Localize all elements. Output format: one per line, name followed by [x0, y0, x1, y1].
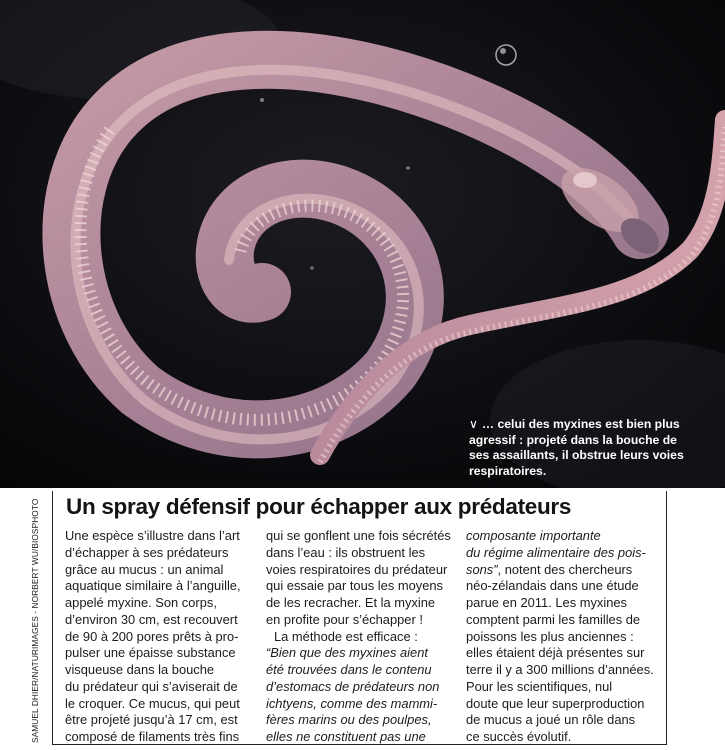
text-line: elles étaient déjà présentes sur	[466, 645, 645, 661]
article-headline: Un spray défensif pour échapper aux prédateurs	[66, 494, 572, 519]
text-line: parue en 2011. Les myxines	[466, 595, 627, 610]
text-line: néo-zélandais dans une étude	[466, 578, 639, 594]
photo-caption	[469, 417, 719, 479]
text-line: grâce au mucus : un animal	[65, 561, 224, 577]
article-column-1	[65, 528, 241, 746]
quote-end: sons”	[466, 561, 498, 577]
text-line: doute que leur superproduction	[466, 695, 645, 711]
text-line: d’environ 30 cm, est recouvert	[65, 611, 238, 627]
text-line	[466, 562, 654, 579]
text-line: dans l’eau : ils obstruent les	[266, 544, 426, 560]
text-line: du prédateur qui s’aviserait de	[65, 678, 238, 694]
text-line: être projeté jusqu’à 17 cm, est	[65, 712, 238, 728]
article-column-3	[466, 528, 654, 746]
text-line: appelé myxine. Son corps,	[65, 595, 217, 610]
quote-line: composante importante	[466, 528, 601, 543]
quote-line: elles ne constituent pas une	[266, 729, 426, 744]
quote-line: d’estomacs de prédateurs non	[266, 678, 440, 694]
text-line: de les recracher. Et la myxine	[266, 595, 436, 610]
text-line: La méthode est efficace :	[274, 628, 418, 644]
text-fragment: , notent des chercheurs	[497, 561, 633, 577]
caption-arrow-icon: ∨	[469, 417, 478, 431]
caption-line: ses assaillants, il obstrue leurs voies	[469, 448, 684, 463]
text-line: ce succès évolutif.	[466, 729, 572, 744]
text-line: aquatique similaire à l’anguille,	[65, 578, 241, 594]
caption-line: respiratoires.	[469, 463, 547, 478]
text-line: de 90 à 200 pores prêts à pro-	[65, 628, 239, 644]
text-line: Pour les scientifiques, nul	[466, 678, 613, 694]
quote-line: du régime alimentaire des pois-	[466, 544, 646, 560]
text-line: Une espèce s’illustre dans l’art	[65, 528, 240, 543]
photo-credit: SAMUEL DHIER/NATURIMAGES - NORBERT WU/BIOSPHOTO	[30, 498, 40, 743]
text-line: en profite pour s’échapper !	[266, 611, 423, 627]
text-line: composé de filaments très fins	[65, 729, 240, 744]
text-line: d’échapper à ses prédateurs	[65, 544, 229, 560]
text-line: terre il y a 300 millions d’années.	[466, 662, 654, 677]
text-line: qui se gonflent une fois sécrétés	[266, 528, 451, 543]
quote-line: été trouvées dans le contenu	[266, 662, 432, 677]
text-line: de mucus a joué un rôle dans	[466, 712, 636, 728]
article-column-2	[266, 528, 451, 746]
text-line: qui essaie par tous les moyens	[266, 578, 443, 594]
text-line: comptent parmi les familles de	[466, 611, 641, 627]
text-line: poissons les plus anciennes :	[466, 628, 634, 644]
text-line: voies respiratoires du prédateur	[266, 561, 448, 577]
quote-line: ichtyens, comme des mammi-	[266, 695, 438, 711]
text-line: le croquer. Ce mucus, qui peut	[65, 695, 240, 711]
quote-line: “Bien que des myxines aient	[266, 645, 428, 661]
quote-line: fères marins ou des poulpes,	[266, 712, 432, 728]
caption-line: agressif : projeté dans la bouche de	[469, 432, 677, 447]
caption-line: … celui des myxines est bien plus	[481, 417, 680, 431]
text-line: pulser une épaisse substance	[65, 645, 236, 661]
text-line: visqueuse dans la bouche	[65, 662, 215, 677]
